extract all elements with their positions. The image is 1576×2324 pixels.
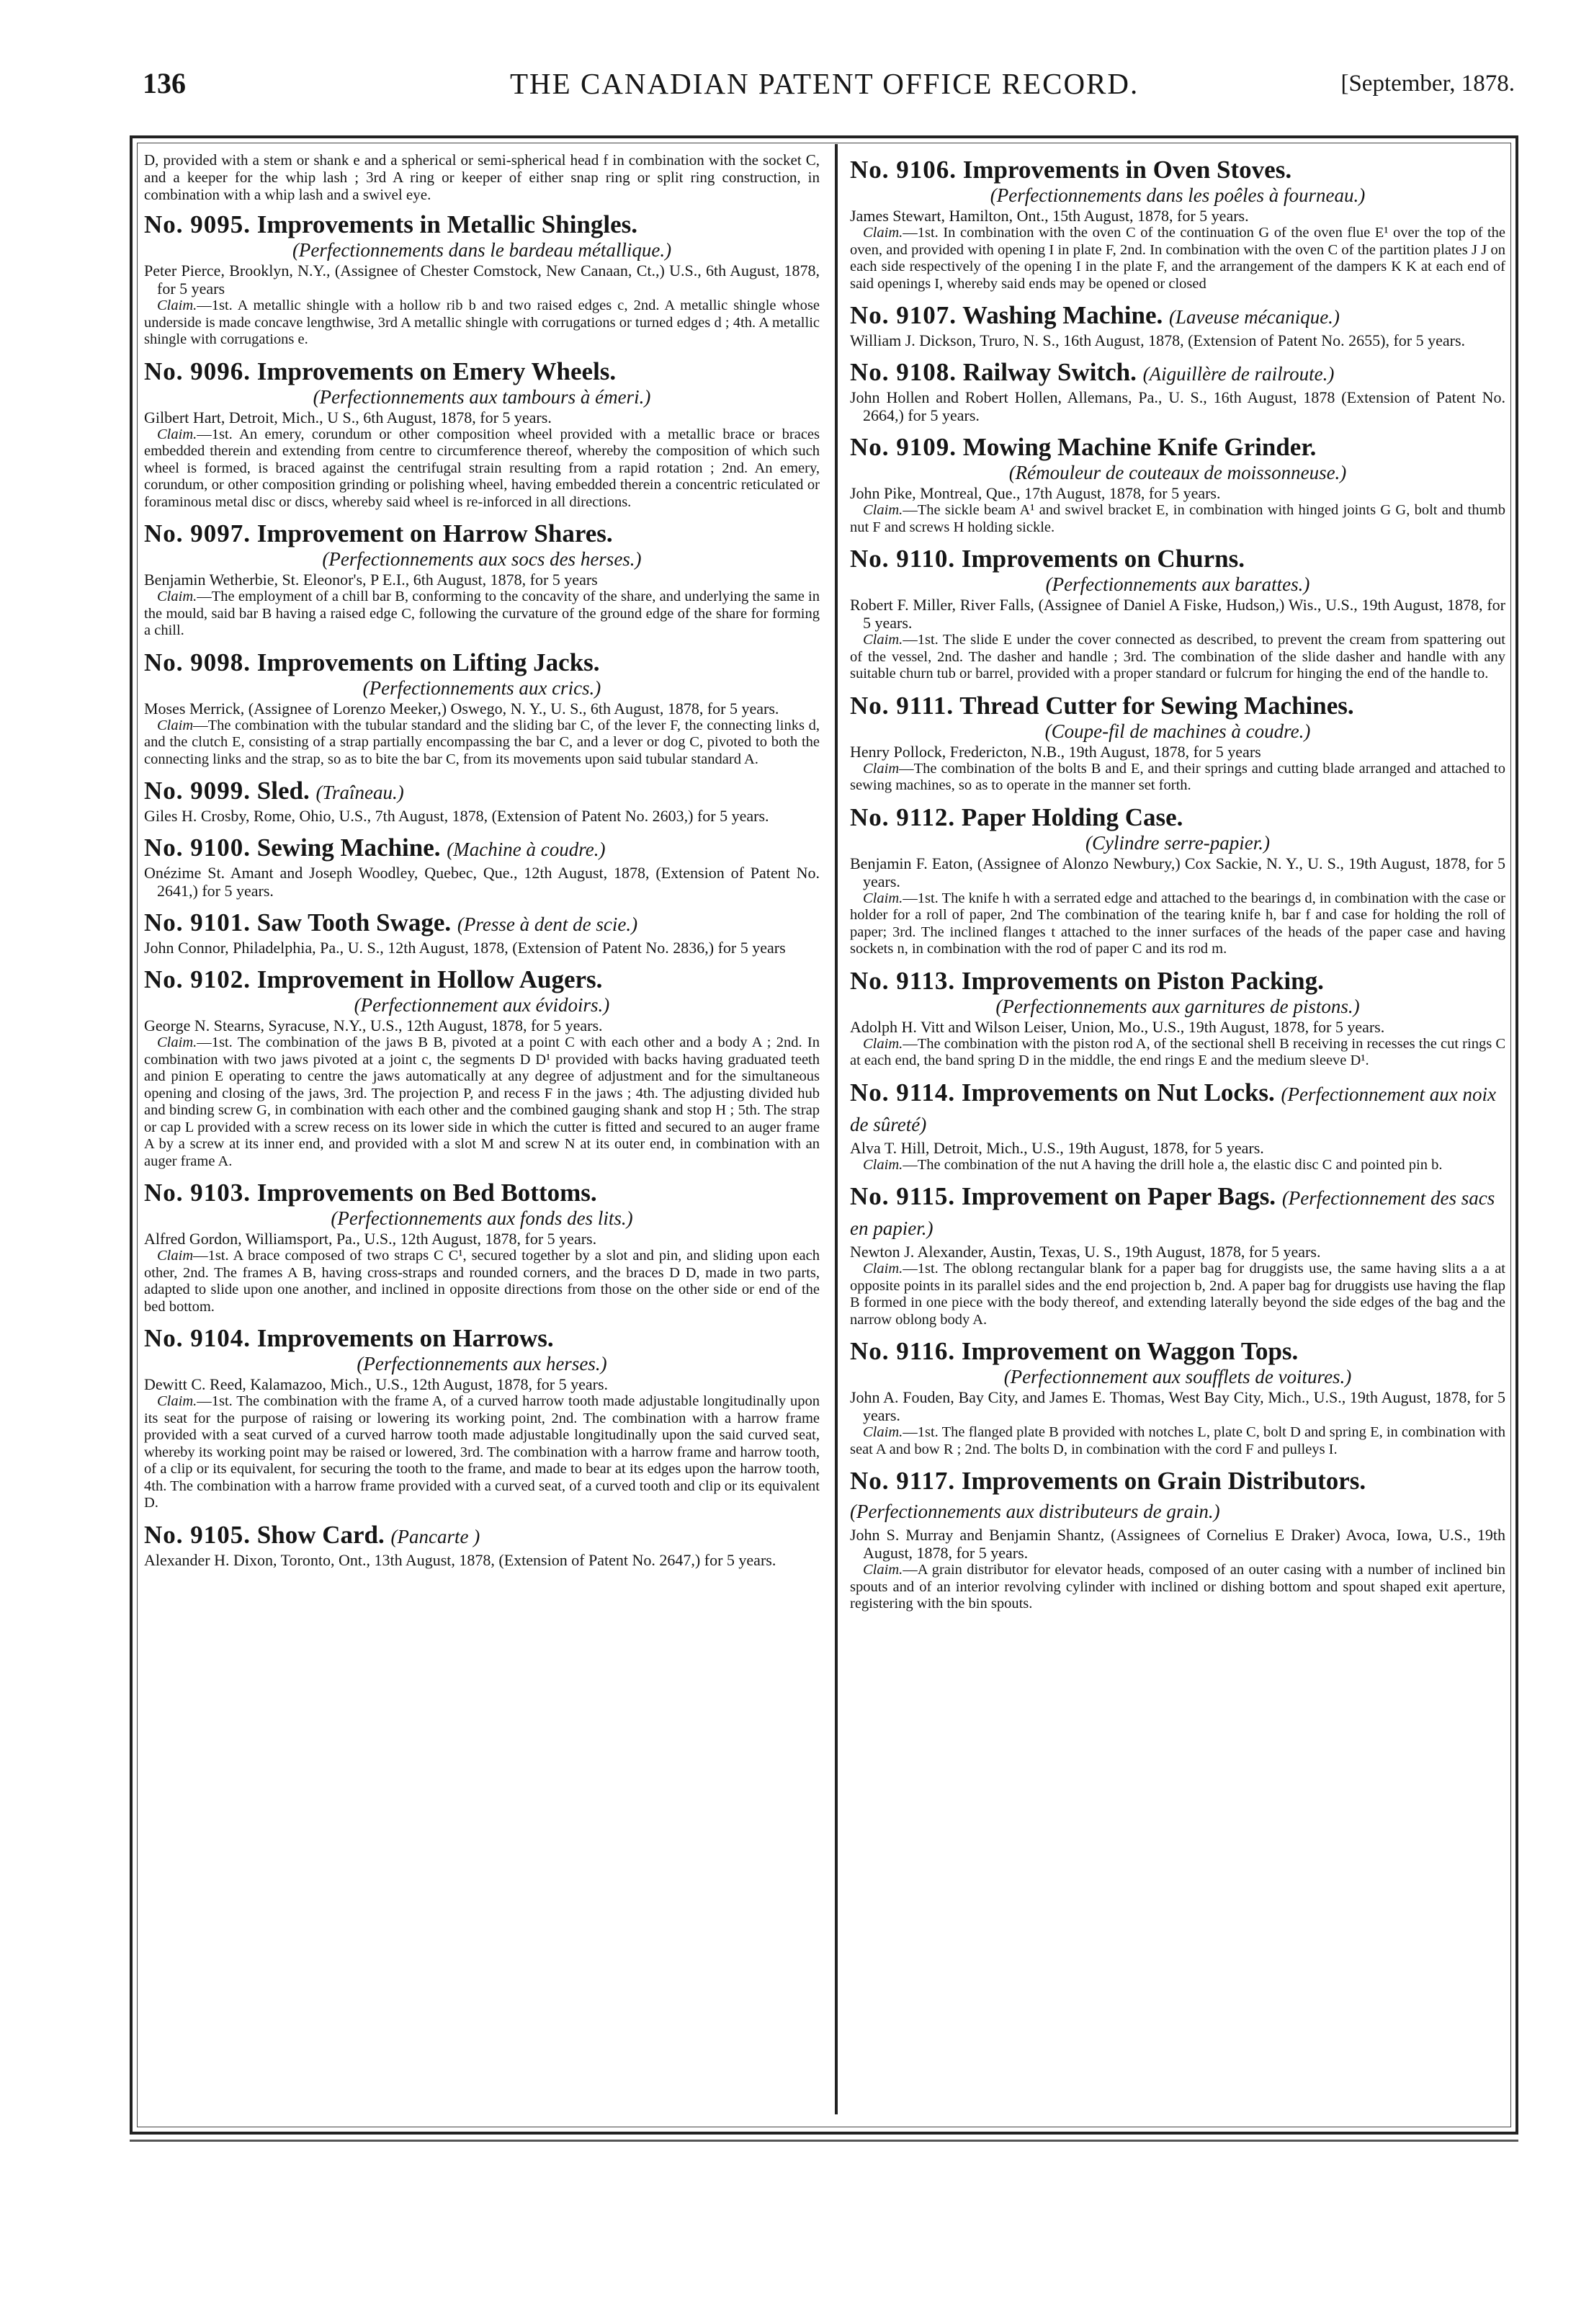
claim-text (850, 1157, 1505, 1174)
patent-number: No. 9103. (144, 1179, 251, 1207)
claim-text (850, 1562, 1505, 1613)
page-number: 136 (143, 67, 186, 99)
patent-number: No. 9099. (144, 777, 251, 805)
patent-entry (144, 210, 820, 349)
patent-entry (144, 1179, 820, 1315)
entry-heading (144, 648, 820, 677)
patent-entry (850, 1337, 1505, 1458)
patent-number: No. 9114. (850, 1078, 956, 1107)
claim-label: Claim. (863, 502, 903, 518)
left-column (144, 151, 820, 2118)
patent-number: No. 9113. (850, 966, 956, 995)
claim-text (850, 761, 1505, 795)
french-title-inline: (Perfectionnement des sacs en papier.) (850, 1187, 1495, 1239)
patent-entry (850, 803, 1505, 958)
claim-body: —The sickle beam A¹ and swivel bracket E, in combination with hinged joints G G, bolt and thumb nut F and screws H holding sickle. (850, 502, 1505, 535)
continued-claim: D, provided with a stem or shank e and a spherical or semi-spherical head f in combination with the socket C, and a keeper for the whip lash ; 3rd A ring or keeper of either snap ring or split ring construction, in combination with a whip lash and a swivel eye. (144, 151, 820, 203)
claim-text (144, 718, 820, 769)
claim-label: Claim. (863, 890, 903, 906)
patent-title: Improvement on Harrow Shares. (256, 519, 613, 548)
patentee-details: John Pike, Montreal, Que., 17th August, 1878, for 5 years. (850, 484, 1221, 502)
patent-title: Sewing Machine. (256, 833, 441, 862)
patent-title: Improvement on Waggon Tops. (961, 1337, 1299, 1365)
patent-number: No. 9098. (144, 648, 251, 676)
entry-heading (850, 1337, 1505, 1366)
patentee-details: Giles H. Crosby, Rome, Ohio, U.S., 7th August, 1878, (Extension of Patent No. 2603,) for 5 years. (144, 807, 769, 825)
french-title: (Perfectionnements aux garnitures de pistons.) (995, 995, 1360, 1017)
patent-entry (144, 1521, 820, 1569)
entry-heading (850, 692, 1505, 720)
patentee-details: Onézime St. Amant and Joseph Woodley, Quebec, Que., 12th August, 1878, (Extension of Patent No. 2641,) for 5 years. (144, 864, 820, 900)
claim-text (850, 502, 1505, 536)
patent-number: No. 9107. (850, 301, 957, 329)
entry-heading (850, 156, 1505, 184)
patent-entry (144, 648, 820, 769)
patent-number: No. 9116. (850, 1337, 956, 1365)
claim-text (144, 1034, 820, 1170)
patent-entry (850, 156, 1505, 292)
patent-number: No. 9096. (144, 357, 251, 385)
patent-title: Thread Cutter for Sewing Machines. (959, 691, 1354, 720)
entry-heading (850, 1467, 1505, 1526)
french-title: (Perfectionnements dans les poêles à fourneau.) (990, 184, 1366, 206)
claim-text (850, 890, 1505, 958)
entry-heading (144, 210, 820, 239)
patent-number: No. 9106. (850, 156, 957, 184)
entry-heading (850, 803, 1505, 832)
bottom-rule (130, 2140, 1518, 2142)
patentee-details: Adolph H. Vitt and Wilson Leiser, Union, Mo., U.S., 19th August, 1878, for 5 years. (850, 1017, 1385, 1036)
patent-title: Improvements on Emery Wheels. (256, 357, 617, 385)
patent-entry (850, 301, 1505, 349)
french-title: (Perfectionnements aux socs des herses.) (322, 548, 642, 570)
claim-label: Claim. (863, 1562, 903, 1578)
patent-entry (850, 692, 1505, 795)
claim-body: —1st. A metallic shingle with a hollow rib b and two raised edges c, 2nd. A metallic shingle whose underside is made concave lengthwise, 3rd A metallic shingle with corrugations or turned edges d ; 4th. A metallic shingle with corrugations e. (144, 298, 820, 347)
french-title: (Perfectionnement aux soufflets de voitures.) (1003, 1366, 1352, 1387)
claim-label: Claim. (863, 1156, 903, 1173)
entry-heading (144, 833, 820, 864)
patent-number: No. 9100. (144, 833, 251, 862)
patent-entry (850, 358, 1505, 424)
entry-heading (850, 1078, 1505, 1139)
left-entries (144, 210, 820, 1569)
journal-title: THE CANADIAN PATENT OFFICE RECORD. (510, 67, 1140, 100)
entry-heading (850, 433, 1505, 462)
claim-body: —The employment of a chill bar B, conforming to the concavity of the share, and underlying the same in the mould, said bar B having a raised edge C, following the curvature of the ground edge of the share for forming a chill. (144, 589, 820, 638)
patentee-details: James Stewart, Hamilton, Ont., 15th August, 1878, for 5 years. (850, 207, 1249, 225)
patent-entry (850, 1078, 1505, 1174)
patent-number: No. 9095. (144, 210, 251, 238)
patentee-details: Dewitt C. Reed, Kalamazoo, Mich., U.S., 12th August, 1878, for 5 years. (144, 1375, 609, 1393)
patentee-details: John A. Fouden, Bay City, and James E. Thomas, West Bay City, Mich., U.S., 19th August, 1878, for 5 years. (850, 1388, 1505, 1424)
patent-number: No. 9104. (144, 1324, 251, 1352)
claim-label: Claim. (157, 1034, 197, 1050)
entry-heading (144, 908, 820, 939)
patent-title: Improvement on Paper Bags. (961, 1182, 1276, 1210)
claim-body: —The combination of the bolts B and E, and their springs and cutting blade arranged and attached to sewing machines, so as to operate in the manner set forth. (850, 760, 1505, 793)
patentee-details: Peter Pierce, Brooklyn, N.Y., (Assignee of Chester Comstock, New Canaan, Ct.,) U.S., 6th August, 1878, for 5 years (144, 262, 820, 298)
french-title-inline: (Traîneau.) (315, 782, 404, 803)
french-title-inline: (Aiguillère de railroute.) (1142, 363, 1335, 385)
patent-entry (144, 908, 820, 957)
patent-number: No. 9112. (850, 803, 956, 831)
patent-number: No. 9101. (144, 908, 251, 937)
french-title-inline: (Pancarte ) (390, 1525, 480, 1547)
patentee-details: Alva T. Hill, Detroit, Mich., U.S., 19th August, 1878, for 5 years. (850, 1138, 1264, 1157)
french-title-inline: (Presse à dent de scie.) (457, 913, 638, 935)
patentee-details: George N. Stearns, Syracuse, N.Y., U.S., 12th August, 1878, for 5 years. (144, 1016, 603, 1034)
french-title: (Coupe-fil de machines à coudre.) (1044, 720, 1311, 742)
claim-body: —The combination of the nut A having the drill hole a, the elastic disc C and pointed pin b. (903, 1156, 1443, 1173)
claim-label: Claim. (157, 426, 197, 442)
patent-title: Saw Tooth Swage. (256, 908, 452, 937)
patent-entry (850, 433, 1505, 536)
patentee-details: Benjamin F. Eaton, (Assignee of Alonzo Newbury,) Cox Sackie, N. Y., U. S., 19th August, 1878, for 5 years. (850, 854, 1505, 890)
french-title-inline: (Machine à coudre.) (447, 839, 606, 860)
patent-entry (144, 965, 820, 1170)
patent-title: Railway Switch. (962, 358, 1137, 386)
claim-body: —1st. The flanged plate B provided with notches L, plate C, bolt D and spring E, in combination with seat A and bow R ; 2nd. The bolts D, in combination with the cord F and pulleys I. (850, 1424, 1505, 1457)
claim-label: Claim. (863, 1035, 903, 1052)
patent-entry (144, 833, 820, 900)
french-title: (Perfectionnement aux évidoirs.) (354, 994, 610, 1016)
patentee-details: Robert F. Miller, River Falls, (Assignee of Daniel A Fiske, Hudson,) Wis., U.S., 19th August, 1878, for 5 years. (850, 596, 1505, 632)
entry-heading (144, 777, 820, 807)
right-column (850, 151, 1505, 2118)
patent-title: Improvement in Hollow Augers. (256, 965, 603, 993)
patent-number: No. 9102. (144, 965, 251, 993)
claim-body: —The combination with the piston rod A, of the sectional shell B receiving in recesses the cut rings C at each end, the band spring D in the middle, the end rings E and the medium sleeve D¹. (850, 1035, 1505, 1068)
french-title-inline: (Laveuse mécanique.) (1169, 306, 1340, 328)
patent-number: No. 9111. (850, 691, 954, 720)
patent-number: No. 9097. (144, 519, 251, 548)
patent-title: Sled. (256, 777, 310, 805)
entry-heading (144, 357, 820, 386)
patentee-details: William J. Dickson, Truro, N. S., 16th August, 1878, (Extension of Patent No. 2655), for 5 years. (850, 331, 1466, 349)
french-title: (Perfectionnements aux tambours à émeri.) (313, 385, 651, 408)
patentee-details: John S. Murray and Benjamin Shantz, (Assignees of Cornelius E Draker) Avoca, Iowa, U.S., 19th August, 1878, for 5 years. (850, 1526, 1505, 1562)
claim-body: —1st. The oblong rectangular blank for a paper bag for druggists use, the same having slits a a at opposite points in its parallel sides and the end projection b, 2nd. A paper bag for druggists use having the flap B formed in one piece with the body thereof, and extending laterally beyond the side edges of the bag and the narrow oblong body A. (850, 1261, 1505, 1328)
claim-body: —1st. A brace composed of two straps C C¹, secured together by a slot and pin, and sliding upon each other, 2nd. The frames A B, having cross-straps and rounded corners, and the braces D D, made in two parts, adapted to slide upon one another, and inclined in opposite directions from those on the other side or end of the bed bottom. (144, 1248, 820, 1315)
issue-date: [September, 1878. (1340, 71, 1515, 97)
patent-title: Show Card. (256, 1520, 385, 1549)
entry-heading (850, 358, 1505, 388)
patentee-details: Gilbert Hart, Detroit, Mich., U S., 6th August, 1878, for 5 years. (144, 408, 552, 426)
entry-heading (144, 1324, 820, 1353)
claim-body: —1st. In combination with the oven C of the continuation G of the oven flue E¹ over the top of the oven, and provided with opening I in plate F, 2nd. In combination with the oven C of the partition plates J J on each side respectively of the opening I in the plate F, and the arrangement of the dampers K K at each end of said openings I, whereby said ends may be opened or closed (850, 225, 1505, 292)
patentee-details: Moses Merrick, (Assignee of Lorenzo Meeker,) Oswego, N. Y., U. S., 6th August, 1878, for 5 years. (144, 699, 779, 718)
patent-title: Improvements on Nut Locks. (961, 1078, 1275, 1107)
french-title: (Cylindre serre-papier.) (1085, 831, 1270, 854)
patent-entry (850, 1182, 1505, 1328)
french-title-inline: (Perfectionnement aux noix de sûreté) (850, 1083, 1496, 1135)
entry-heading (144, 519, 820, 548)
patent-title: Improvements on Grain Distributors. (961, 1467, 1366, 1495)
patent-number: No. 9105. (144, 1520, 251, 1549)
patent-number: No. 9115. (850, 1182, 956, 1210)
patent-title: Improvements on Lifting Jacks. (256, 648, 600, 676)
claim-label: Claim. (863, 1424, 903, 1440)
patentee-details: Alfred Gordon, Williamsport, Pa., U.S., 12th August, 1878, for 5 years. (144, 1230, 597, 1248)
claim-body: —1st. The slide E under the cover connected as described, to prevent the cream from spattering out of the vessel, 2nd. The dasher and handle ; 3rd. The combination of the slide dasher and handle with any suitable churn tub or barrel, provided with a proper standard or fulcrum for hinging the end of the handle to. (850, 632, 1505, 681)
claim-body: —1st. The knife h with a serrated edge and attached to the bearings d, in combination with the case or holder for a roll of paper, 2nd The combination of the tearing knife h, bar f and case for holding the roll of paper; 3rd. The inclined flanges t attached to the inner surfaces of the heads of the paper case and having sockets n, in combination with the rod of paper C and its rod m. (850, 890, 1505, 957)
claim-label: Claim (157, 717, 194, 733)
entry-heading (850, 301, 1505, 331)
claim-label: Claim. (863, 225, 903, 241)
claim-text (850, 225, 1505, 292)
entry-heading (144, 1521, 820, 1551)
right-entries (850, 156, 1505, 1613)
patent-title: Improvements on Piston Packing. (961, 966, 1324, 995)
claim-text (144, 1393, 820, 1512)
claim-body: —The combination with the tubular standard and the sliding bar C, of the lever F, the connecting links d, and the clutch E, consisting of a strap partially encompassing the bar C, and a lever or dog C, pivoted to both the connecting links and the strap, so as to bite the bar C, from its movements upon said tubular standard A. (144, 717, 820, 767)
claim-label: Claim. (157, 1393, 197, 1409)
french-title: (Perfectionnements dans le bardeau métallique.) (292, 239, 672, 261)
patent-number: No. 9108. (850, 358, 957, 386)
french-title-inline: (Perfectionnements aux distributeurs de grain.) (850, 1501, 1220, 1522)
patent-title: Paper Holding Case. (961, 803, 1183, 831)
patent-title: Improvements on Churns. (961, 545, 1245, 573)
patent-entry (144, 519, 820, 640)
patent-title: Improvements in Metallic Shingles. (256, 210, 638, 238)
patentee-details: John Hollen and Robert Hollen, Allemans, Pa., U. S., 16th August, 1878 (Extension of Patent No. 2664,) for 5 years. (850, 388, 1505, 424)
claim-text (144, 298, 820, 349)
claim-label: Claim (157, 1248, 194, 1264)
entry-heading (850, 545, 1505, 573)
entry-heading (850, 1182, 1505, 1243)
patent-number: No. 9110. (850, 545, 956, 573)
claim-text (850, 1261, 1505, 1328)
french-title: (Perfectionnements aux fonds des lits.) (331, 1207, 633, 1229)
patent-title: Improvements on Harrows. (256, 1324, 554, 1352)
patent-entry (850, 967, 1505, 1070)
claim-text (850, 1424, 1505, 1458)
patent-entry (850, 1467, 1505, 1613)
claim-body: —A grain distributor for elevator heads, composed of an outer casing with a number of inclined bin spouts and of an interior revolving cylinder with inclined or dishing bottom and spout shaped exit aperture, registering with the bin spouts. (850, 1562, 1505, 1612)
claim-label: Claim. (157, 298, 197, 313)
patentee-details: John Connor, Philadelphia, Pa., U. S., 12th August, 1878, (Extension of Patent No. 2836,) for 5 years (144, 939, 786, 957)
french-title: (Perfectionnements aux barattes.) (1045, 573, 1310, 595)
patent-entry (144, 357, 820, 511)
claim-label: Claim. (157, 589, 197, 604)
claim-text (144, 426, 820, 511)
claim-text (144, 1248, 820, 1315)
claim-body: —1st. The combination of the jaws B B, pivoted at a point C with each other and a body A ; 2nd. In combination with two jaws pivoted at a joint c, the segments D D¹ provided with backs having graduated teeth and pinion E operating to centre the jaws automatically at any degree of adjustment and for the simultaneous opening and closing of the jaws, 3rd. The projection P, and recess F in the jaws ; 4th. The adjusting divided hub and binding screw G, in combination with each other and the combined gauging shank and stop H ; 5th. The strap or cap L provided with a screw recess on its lower side in which the cutter is fitted and secured to an auger frame A by a screw at its inner end, and provided with a slot M and screw N at its outer end, in combination with an auger frame A. (144, 1034, 820, 1169)
patentee-details: Benjamin Wetherbie, St. Eleonor's, P E.I., 6th August, 1878, for 5 years (144, 571, 598, 589)
patent-title: Mowing Machine Knife Grinder. (962, 433, 1317, 461)
patent-entry (850, 545, 1505, 683)
patentee-details: Henry Pollock, Fredericton, N.B., 19th August, 1878, for 5 years (850, 742, 1261, 761)
patent-title: Washing Machine. (962, 301, 1163, 329)
french-title: (Rémouleur de couteaux de moissonneuse.) (1008, 462, 1347, 483)
claim-text (144, 589, 820, 640)
patent-number: No. 9109. (850, 433, 957, 461)
french-title: (Perfectionnements aux herses.) (357, 1353, 607, 1375)
entry-heading (144, 1179, 820, 1207)
entry-heading (850, 967, 1505, 996)
claim-label: Claim. (863, 632, 903, 648)
patent-number: No. 9117. (850, 1467, 956, 1495)
patent-title: Improvements on Bed Bottoms. (256, 1179, 597, 1207)
french-title: (Perfectionnements aux crics.) (362, 676, 601, 699)
column-divider (835, 144, 838, 2114)
patentee-details: Alexander H. Dixon, Toronto, Ont., 13th August, 1878, (Extension of Patent No. 2647,) for 5 years. (144, 1550, 776, 1569)
claim-label: Claim (863, 760, 900, 777)
claim-text (850, 632, 1505, 683)
claim-label: Claim. (863, 1261, 903, 1277)
claim-text (850, 1036, 1505, 1070)
claim-body: —1st. The combination with the frame A, of a curved harrow tooth made adjustable longitudinally upon its seat for the purpose of raising or lowering its working point, 2nd. The combination with a harrow frame provided with a seat curved of a curved harrow tooth made adjustable longitudinally upon the said curved seat, whereby its working point may be raised or lowered, 3rd. The combination with a harrow frame and harrow tooth, of a clip or its equivalent, for securing the tooth to the frame, and made to bear at its edges upon the harrow tooth, 4th. The combination with a harrow frame provided with a curved seat, of a curved tooth and clip or its equivalent D. (144, 1393, 820, 1511)
entry-heading (144, 965, 820, 994)
patent-entry (144, 777, 820, 825)
patent-title: Improvements in Oven Stoves. (962, 156, 1292, 184)
patent-entry (144, 1324, 820, 1512)
patentee-details: Newton J. Alexander, Austin, Texas, U. S., 19th August, 1878, for 5 years. (850, 1243, 1321, 1261)
page-header (143, 66, 1515, 110)
claim-body: —1st. An emery, corundum or other composition wheel provided with a metallic brace or braces embedded therein and extending from centre to circumference thereof, whereby the composition of which such wheel is formed, is braced against the centrifugal strain resulting from a rapid rotation ; 2nd. An emery, corundum, or other composition grinding or polishing wheel, having embedded therein a concentric reticulated or foraminous metal disc or discs, whereby said wheel is re-inforced in all directions. (144, 426, 820, 510)
